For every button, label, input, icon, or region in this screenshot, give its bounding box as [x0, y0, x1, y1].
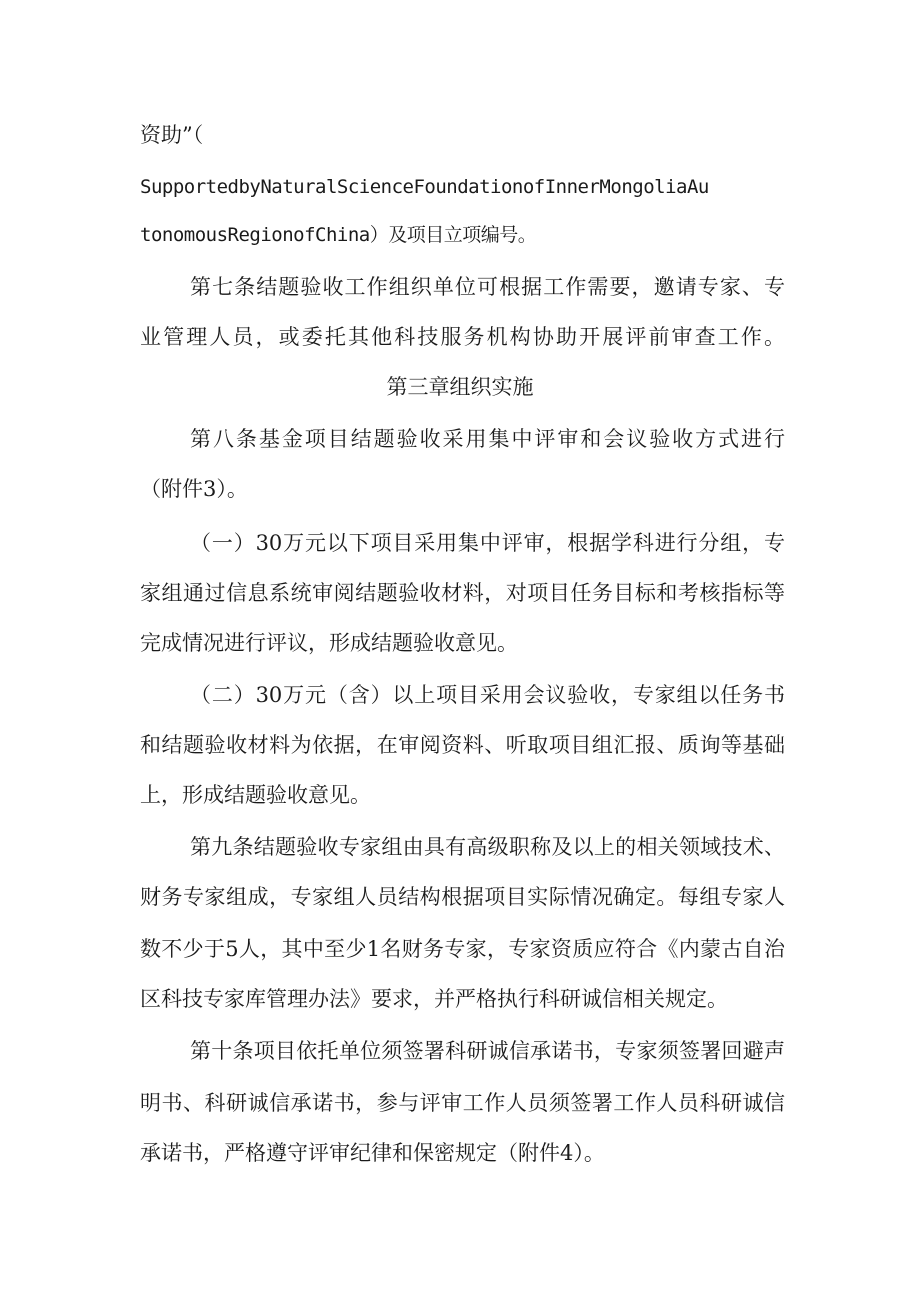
item-2-line-1: （二）30万元（含）以上项目采用会议验收，专家组以任务书 — [190, 683, 785, 707]
article-9-line-4: 区科技专家库管理办法》要求，并严格执行科研诚信相关规定。 — [140, 987, 728, 1011]
article-8-line-2: （附件3）。 — [140, 477, 248, 501]
item-2-line-2: 和结题验收材料为依据，在审阅资料、听取项目组汇报、质询等基础 — [140, 733, 785, 757]
text-line-3: tonomousRegionofChina）及项目立项编号。 — [140, 224, 537, 246]
article-9-line-3: 数不少于5人，其中至少1名财务专家，专家资质应符合《内蒙古自治 — [140, 937, 785, 961]
article-10-line-1: 第十条项目依托单位须签署科研诚信承诺书，专家须签署回避声 — [190, 1039, 785, 1063]
chapter-3-heading: 第三章组织实施 — [386, 375, 534, 399]
article-7-line-1: 第七条结题验收工作组织单位可根据工作需要，邀请专家、专 — [190, 275, 785, 299]
article-10-line-3: 承诺书，严格遵守评审纪律和保密规定（附件4）。 — [140, 1141, 605, 1165]
item-2-line-3: 上，形成结题验收意见。 — [140, 783, 371, 807]
article-9-line-1: 第九条结题验收专家组由具有高级职称及以上的相关领域技术、 — [190, 835, 785, 859]
item-1-line-2: 家组通过信息系统审阅结题验收材料，对项目任务目标和考核指标等 — [140, 581, 785, 605]
article-9-line-2: 财务专家组成，专家组人员结构根据项目实际情况确定。每组专家人 — [140, 885, 785, 909]
article-7-line-2: 业管理人员，或委托其他科技服务机构协助开展评前审查工作。 — [140, 325, 785, 349]
article-10-line-2: 明书、科研诚信承诺书，参与评审工作人员须签署工作人员科研诚信 — [140, 1091, 785, 1115]
item-1-line-3: 完成情况进行评议，形成结题验收意见。 — [140, 631, 518, 655]
text-line-2: SupportedbyNaturalScienceFoundationofInnerMongoliaAu — [140, 176, 709, 198]
item-1-line-1: （一）30万元以下项目采用集中评审，根据学科进行分组，专 — [190, 531, 785, 555]
text-line-1: 资助”（ — [140, 123, 204, 147]
article-8-line-1: 第八条基金项目结题验收采用集中评审和会议验收方式进行 — [190, 427, 785, 451]
